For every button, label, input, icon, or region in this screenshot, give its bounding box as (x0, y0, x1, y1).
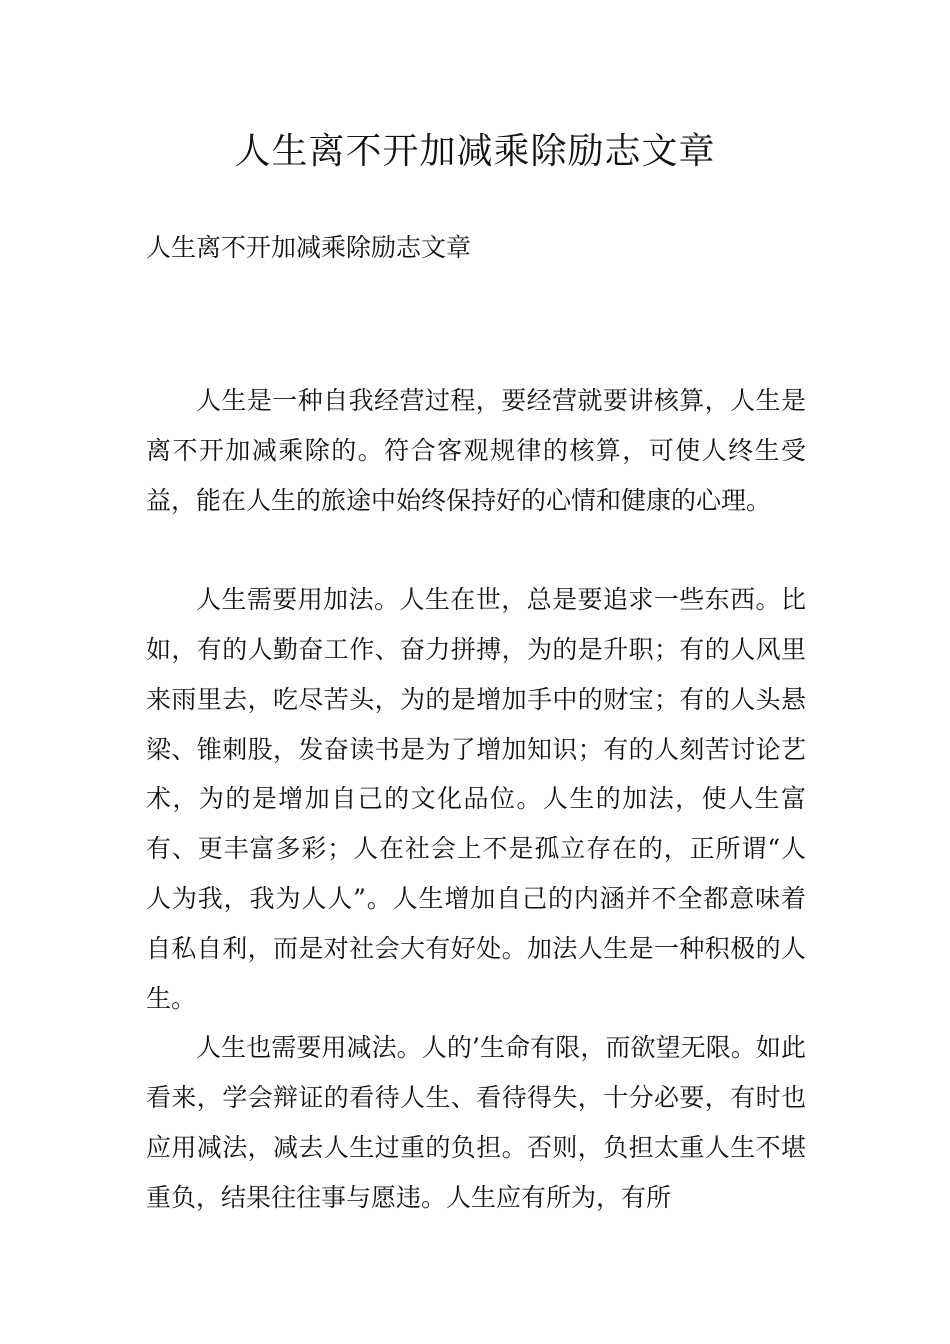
paragraph-subtraction: 人生也需要用减法。人的’生命有限，而欲望无限。如此看来，学会辩证的看待人生、看待得失，十分必要，有时也应用减法，减去人生过重的负担。否则，负担太重人生不堪重负，结果往往事与愿违。人生应有所为，有所 (146, 1033, 806, 1212)
document-subtitle: 人生离不开加减乘除励志文章 (146, 233, 472, 262)
document-body (146, 376, 806, 1223)
document-title: 人生离不开加减乘除励志文章 (234, 131, 716, 172)
paragraph-addition: 人生需要用加法。人生在世，总是要追求一些东西。比如，有的人勤奋工作、奋力拼搏，为的是升职；有的人风里来雨里去，吃尽苦头，为的是增加手中的财宝；有的人头悬梁、锥刺股，发奋读书是为了增加知识；有的人刻苦讨论艺术，为的是增加自己的文化品位。人生的加法，使人生富有、更丰富多彩；人在社会上不是孤立存在的，正所谓“人人为我，我为人人”。人生增加自己的内涵并不全都意味着自私自利，而是对社会大有好处。加法人生是一种积极的人生。 (146, 585, 806, 1013)
paragraph-intro: 人生是一种自我经营过程，要经营就要讲核算，人生是离不开加减乘除的。符合客观规律的核算，可使人终生受益，能在人生的旅途中始终保持好的心情和健康的心理。 (146, 386, 806, 515)
